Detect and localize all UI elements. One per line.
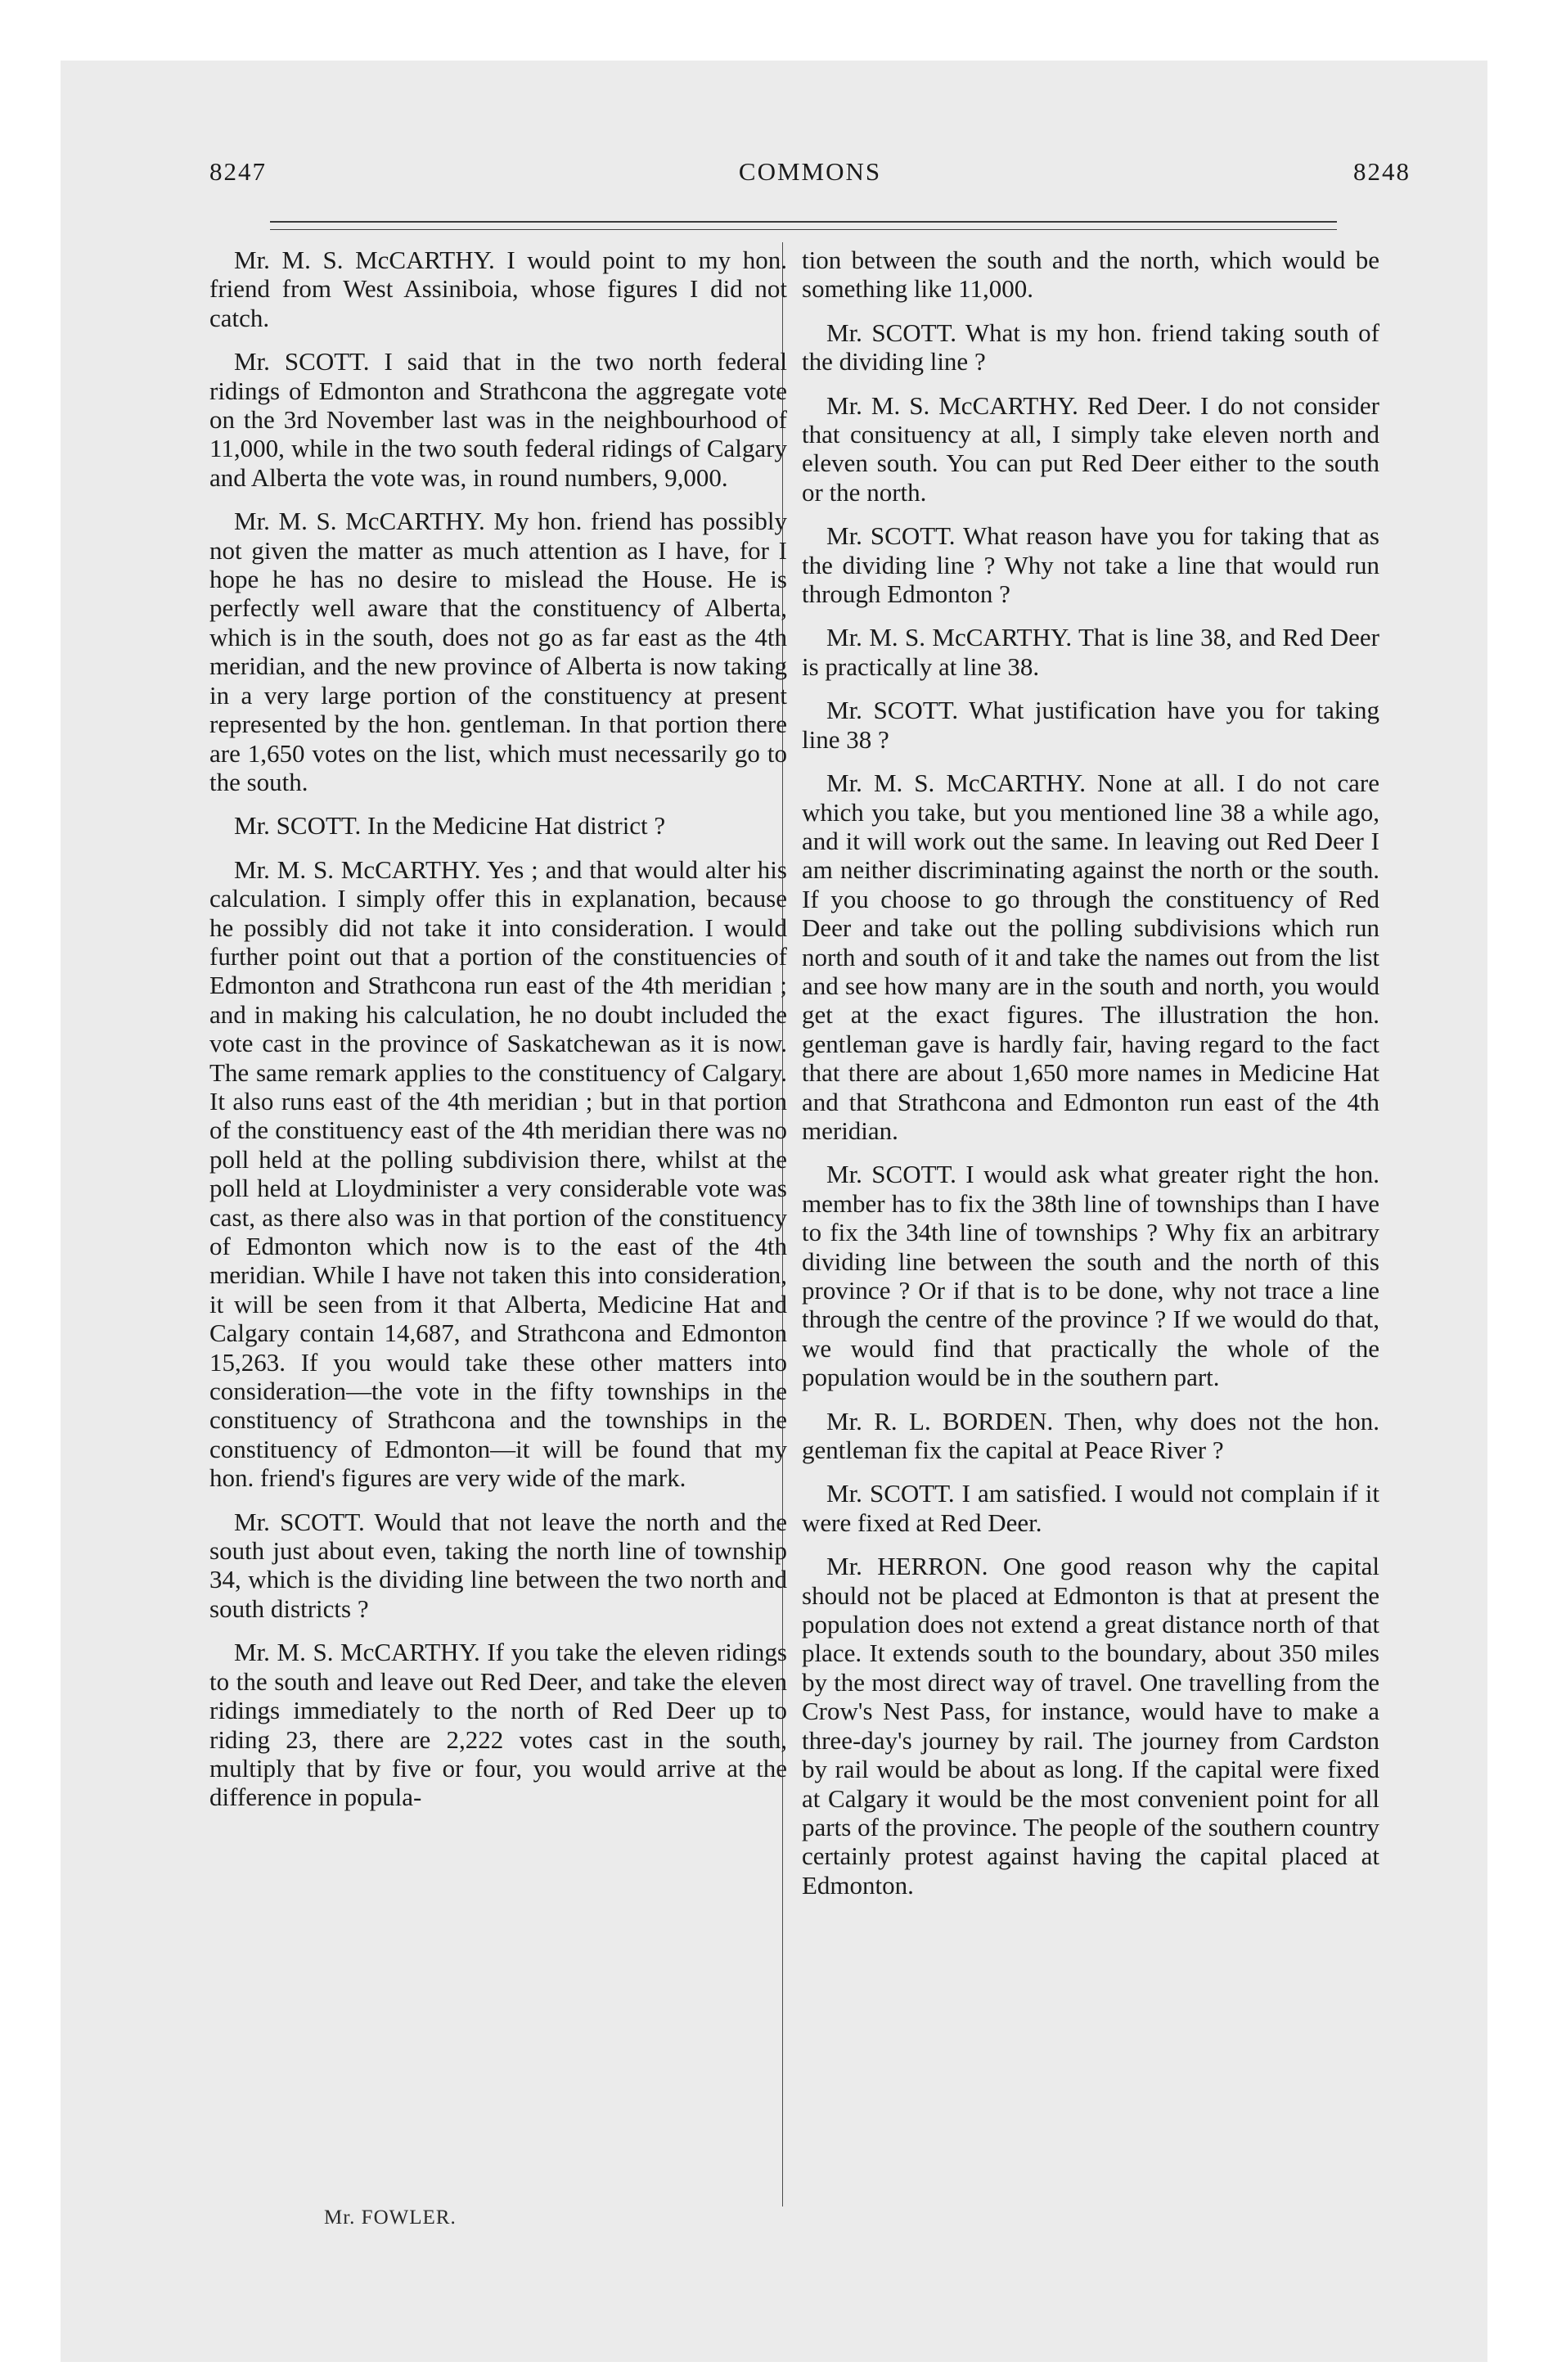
page-number-right: 8248 (1353, 157, 1411, 186)
header-rule-bottom (270, 229, 1337, 230)
footer-speaker-note: Mr. FOWLER. (324, 2206, 457, 2229)
running-title: COMMONS (738, 157, 882, 186)
paragraph-continuation: tion between the south and the north, which would be something like 11,000. (802, 246, 1379, 304)
paragraph: Mr. SCOTT. I am satisfied. I would not complain if it were fixed at Red Deer. (802, 1479, 1379, 1537)
right-column (802, 246, 1379, 1914)
paragraph: Mr. HERRON. One good reason why the capital should not be placed at Edmonton is that at present the population does not extend a great distance north of that place. It extends south to the boundary, about 350 miles by the most direct way of travel. One travelling from the Crow's Nest Pass, for instance, would have to make a three-day's journey by rail. The journey from Cardston by rail would be about as long. If the capital were fixed at Calgary it would be the most convenient point for all parts of the province. The people of the southern country certainly protest against having the capital placed at Edmonton. (802, 1552, 1379, 1900)
paragraph: Mr. SCOTT. Would that not leave the north and the south just about even, taking the north line of township 34, which is the dividing line between the two north and south districts ? (209, 1507, 787, 1623)
hansard-page (164, 101, 1411, 2311)
paragraph: Mr. SCOTT. What reason have you for taking that as the dividing line ? Why not take a line that would run through Edmonton ? (802, 521, 1379, 609)
paragraph: Mr. M. S. McCARTHY. Red Deer. I do not consider that consituency at all, I simply take eleven north and eleven south. You can put Red Deer either to the south or the north. (802, 390, 1379, 507)
paragraph: Mr. M. S. McCARTHY. Yes ; and that would alter his calculation. I simply offer this in explanation, because he possibly did not take it into consideration. I would further point out that a portion of the constituencies of Edmonton and Strathcona run east of the 4th meridian ; and in making his calculation, he no doubt included the vote cast in the province of Saskatchewan as it is now. The same remark applies to the constituency of Calgary. It also runs east of the 4th meridian ; but in that portion of the constituency east of the 4th meridian there was no poll held at the polling subdivision there, whilst at the poll held at Lloydminister a very considerable vote was cast, as there also was in that portion of the constituency of Edmonton which now is to the east of the 4th meridian. While I have not taken this into consideration, it will be seen from it that Alberta, Medicine Hat and Calgary contain 14,687, and Strathcona and Edmonton 15,263. If you would take these other matters into consideration—the vote in the fifty townships in the constituency of Strathcona and the townships in the constituency of Edmonton—it will be found that my hon. friend's figures are very wide of the mark. (209, 854, 787, 1493)
page-number-left: 8247 (209, 157, 267, 186)
paragraph: Mr. SCOTT. What justification have you for taking line 38 ? (802, 696, 1379, 754)
paragraph: Mr. SCOTT. What is my hon. friend taking south of the dividing line ? (802, 318, 1379, 376)
paragraph: Mr. R. L. BORDEN. Then, why does not the hon. gentleman fix the capital at Peace River ? (802, 1406, 1379, 1465)
header-rule-top (270, 221, 1337, 223)
paragraph: Mr. SCOTT. In the Medicine Hat district ? (234, 811, 666, 841)
paragraph: Mr. M. S. McCARTHY. That is line 38, and Red Deer is practically at line 38. (802, 623, 1379, 681)
paragraph: Mr. SCOTT. I said that in the two north federal ridings of Edmonton and Strathcona the aggregate vote on the 3rd November last was in the neighbourhood of 11,000, while in the two south federal ridings of Calgary and Alberta the vote was, in round numbers, 9,000. (209, 347, 787, 492)
paragraph: Mr. M. S. McCARTHY. None at all. I do not care which you take, but you mentioned line 38 a while ago, and it will work out the same. In leaving out Red Deer I am neither discriminating against the north or the south. If you choose to go through the constituency of Red Deer and take out the polling subdivisions which run north and south of it and take the names out from the list and see how many are in the south and north, you would get at the exact figures. The illustration the hon. gentleman gave is hardly fair, having regard to the fact that there are about 1,650 more names in Medicine Hat and that Strathcona and Edmonton run east of the 4th meridian. (802, 769, 1379, 1145)
paragraph: Mr. M. S. McCARTHY. I would point to my hon. friend from West Assiniboia, whose figures I did not catch. (209, 246, 787, 332)
paragraph: Mr. M. S. McCARTHY. My hon. friend has possibly not given the matter as much attention as I have, for I hope he has no desire to mislead the House. He is perfectly well aware that the constituency of Alberta, which is in the south, does not go as far east as the 4th meridian, and the new province of Alberta is now taking in a very large portion of the constituency at present represented by the hon. gentleman. In that portion there are 1,650 votes on the list, which must necessarily go to the south. (209, 507, 787, 796)
left-column (209, 246, 787, 1827)
scanned-page-background (61, 61, 1487, 2362)
paragraph: Mr. M. S. McCARTHY. If you take the eleven ridings to the south and leave out Red Deer, and take the eleven ridings immediately to the north of Red Deer up to riding 23, there are 2,222 votes cast in the south, multiply that by five or four, you would arrive at the difference in popula- (209, 1638, 787, 1812)
running-head (209, 157, 1411, 190)
paragraph: Mr. SCOTT. I would ask what greater right the hon. member has to fix the 38th line of townships than I have to fix the 34th line of townships ? Why fix an arbitrary dividing line between the south and the north of this province ? Or if that is to be done, why not trace a line through the centre of the province ? If we would do that, we would find that practically the whole of the population would be in the southern part. (802, 1160, 1379, 1392)
